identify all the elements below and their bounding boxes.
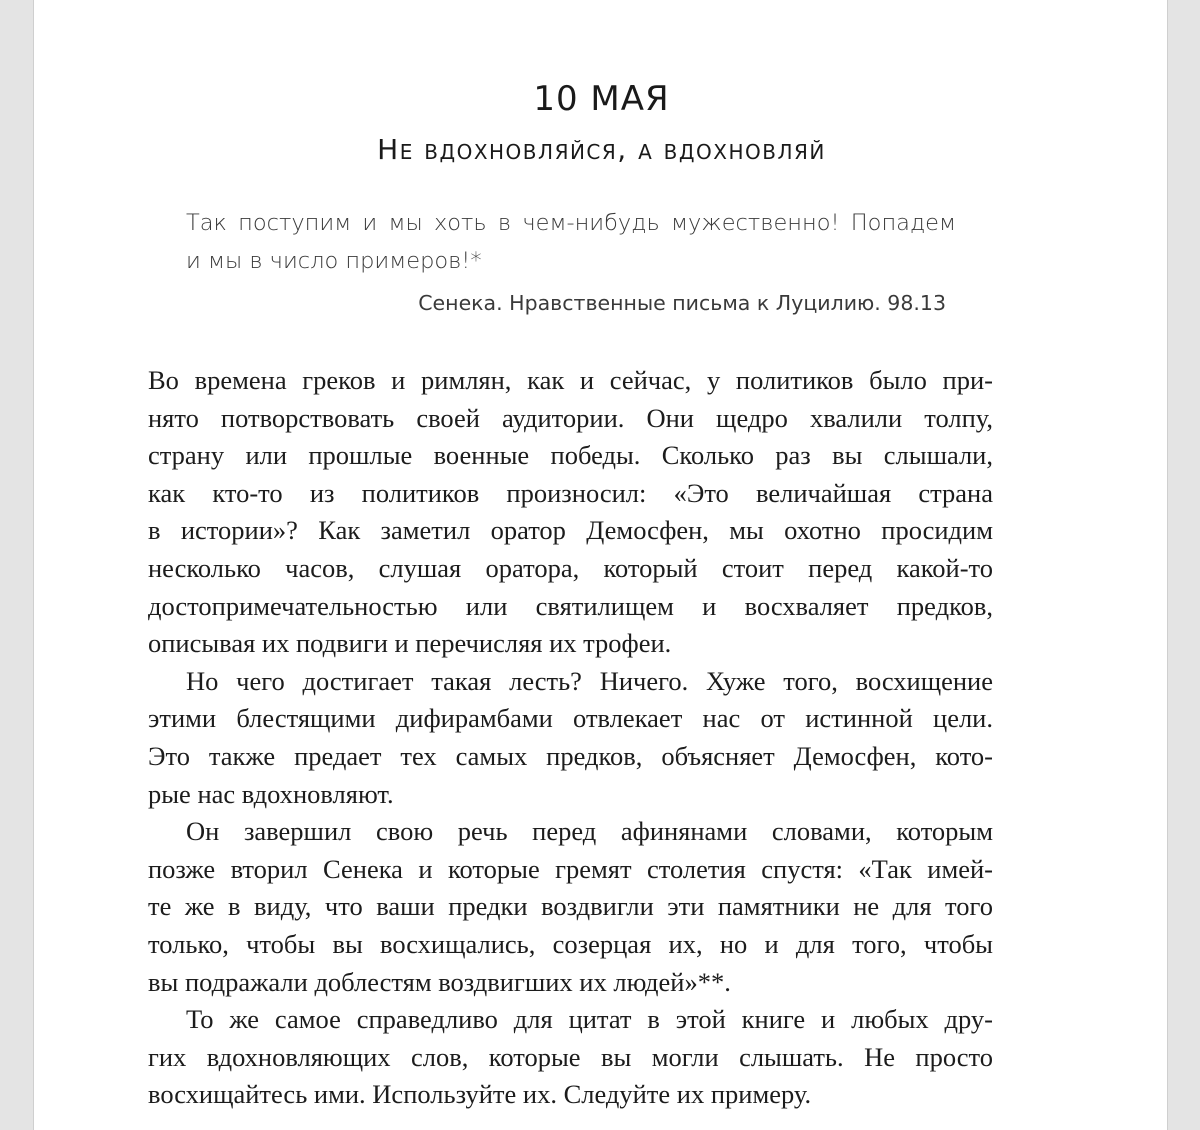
epigraph-line: и мы в число примеров!*	[186, 247, 482, 274]
body-line: только, чтобы вы восхищались, созерцая их, но и для того, чтобы	[148, 928, 993, 959]
body-text	[148, 362, 993, 1114]
epigraph-line: Так поступим и мы хоть в чем-нибудь мужественно! Попадем	[186, 210, 956, 236]
body-line: как кто-то из политиков произносил: «Это величайшая страна	[148, 477, 993, 508]
body-line: Но чего достигает такая лесть? Ничего. Хуже того, восхищение	[186, 665, 993, 696]
body-line: те же в виду, что ваши предки воздвигли эти памятники не для того	[148, 891, 993, 922]
epigraph-quote	[186, 206, 956, 281]
body-line: рые нас вдохновляют.	[148, 778, 394, 809]
body-line: страну или прошлые военные победы. Сколько раз вы слышали,	[148, 440, 993, 471]
body-line: вы подражали доблестям воздвигших их людей»**.	[148, 966, 731, 997]
epigraph-source: Сенека. Нравственные письма к Луцилию. 98.13	[418, 291, 946, 315]
book-page	[33, 0, 1168, 1130]
body-line: нято потворствовать своей аудитории. Они щедро хвалили толпу,	[148, 402, 993, 433]
body-line: Он завершил свою речь перед афинянами словами, которым	[186, 816, 993, 847]
body-line: в истории»? Как заметил оратор Демосфен, мы охотно просидим	[148, 515, 993, 546]
body-line: Во времена греков и римлян, как и сейчас, у политиков было при-	[148, 365, 993, 395]
body-line: достопримечательностью или святилищем и восхваляет предков,	[148, 590, 993, 621]
body-line: Это также предает тех самых предков, объясняет Демосфен, кото-	[148, 740, 993, 771]
body-line: этими блестящими дифирамбами отвлекает нас от истинной цели.	[148, 703, 993, 734]
body-line: несколько часов, слушая оратора, который стоит перед какой-то	[148, 552, 993, 583]
body-line: описывая их подвиги и перечисляя их трофеи.	[148, 628, 672, 659]
body-line: гих вдохновляющих слов, которые вы могли слышать. Не просто	[148, 1041, 993, 1072]
body-line: позже вторил Сенека и которые гремят столетия спустя: «Так имей-	[148, 853, 993, 884]
page-subtitle: Не вдохновляйся, а вдохновляй	[377, 133, 826, 166]
page-date-heading: 10 МАЯ	[533, 79, 670, 119]
body-line: То же самое справедливо для цитат в этой книге и любых дру-	[186, 1004, 993, 1035]
body-line: восхищайтесь ими. Используйте их. Следуйте их примеру.	[148, 1079, 812, 1110]
